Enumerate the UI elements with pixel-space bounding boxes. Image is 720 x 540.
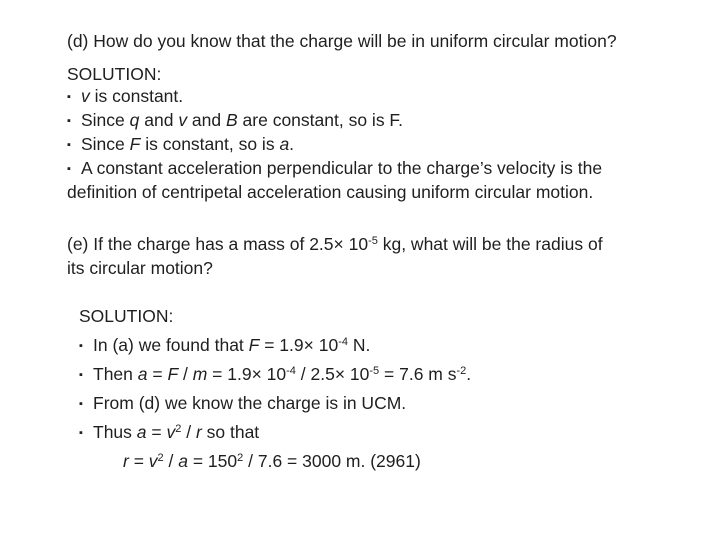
e3-text: From (d) we know the charge is in UCM. xyxy=(93,393,407,413)
var-v: v xyxy=(81,86,90,106)
var-a: a xyxy=(137,364,148,384)
e2-exp2: -5 xyxy=(369,365,380,377)
res-exp2: 2 xyxy=(237,452,244,464)
solution-e-bullet-2 xyxy=(79,366,471,384)
qe-pre: (e) If the charge has a mass of 2.5× 10 xyxy=(67,234,369,254)
bullet-icon: ▪ xyxy=(79,398,83,410)
solution-d-bullet-2 xyxy=(67,112,403,130)
e2-div: / xyxy=(178,364,193,384)
question-e-line-2: its circular motion? xyxy=(67,258,213,278)
var-v: v xyxy=(148,451,158,471)
res-post: / 7.6 = 3000 m. (2961) xyxy=(243,451,421,471)
var-v: v xyxy=(178,110,188,130)
solution-e-heading: SOLUTION: xyxy=(79,306,174,326)
res-exp: 2 xyxy=(157,452,164,464)
var-r: r xyxy=(195,422,202,442)
solution-e-bullet-4 xyxy=(79,424,259,442)
solution-e-bullet-3 xyxy=(79,395,406,413)
var-F: F xyxy=(248,335,260,355)
var-B: B xyxy=(226,110,238,130)
e1-post: N. xyxy=(347,335,371,355)
solution-d-bullet-4 xyxy=(67,160,602,178)
e4-pre: Thus xyxy=(93,422,137,442)
bullet-icon: ▪ xyxy=(79,340,83,352)
solution-d-bullet-1 xyxy=(67,88,183,106)
e4-post: so that xyxy=(201,422,260,442)
b2-pre: Since xyxy=(81,110,130,130)
var-a: a xyxy=(136,422,147,442)
question-d-text: (d) How do you know that the charge will be in uniform circular motion? xyxy=(67,31,617,51)
solution-e-bullet-1 xyxy=(79,337,370,355)
e4-eq: = xyxy=(146,422,167,442)
qe-post: kg, what will be the radius of xyxy=(377,234,603,254)
e2-eq2: = 1.9× 10 xyxy=(207,364,287,384)
qe-exp: -5 xyxy=(368,235,378,247)
e1-exp: -4 xyxy=(338,336,348,348)
var-m: m xyxy=(192,364,208,384)
solution-d-bullet-4-cont: definition of centripetal acceleration causing uniform circular motion. xyxy=(67,182,594,202)
question-d xyxy=(67,33,617,51)
b3-pre: Since xyxy=(81,134,130,154)
solution-d-bullet-3 xyxy=(67,136,294,154)
b3-mid: is constant, so is xyxy=(140,134,280,154)
var-q: q xyxy=(129,110,140,130)
solution-d-heading: SOLUTION: xyxy=(67,64,162,84)
question-e-line-1 xyxy=(67,236,603,254)
b2-rest: are constant, so is F. xyxy=(237,110,404,130)
bullet-icon: ▪ xyxy=(79,427,83,439)
res-eq: = xyxy=(128,451,149,471)
e2-pre: Then xyxy=(93,364,138,384)
b2-and: and xyxy=(139,110,179,130)
e2-eq3: = 7.6 m s xyxy=(379,364,457,384)
bullet-icon: ▪ xyxy=(67,163,71,175)
e2-end: . xyxy=(466,364,472,384)
bullet-icon: ▪ xyxy=(67,91,71,103)
e4-exp: 2 xyxy=(175,423,182,435)
var-a: a xyxy=(279,134,290,154)
e1-pre: In (a) we found that xyxy=(93,335,249,355)
e2-mid: / 2.5× 10 xyxy=(295,364,370,384)
e1-eq: = 1.9× 10 xyxy=(259,335,339,355)
e2-exp1: -4 xyxy=(286,365,296,377)
bullet-icon: ▪ xyxy=(67,115,71,127)
b3-end: . xyxy=(289,134,295,154)
solution-e-result xyxy=(123,453,421,471)
e2-eq1: = xyxy=(147,364,168,384)
bullet-icon: ▪ xyxy=(67,139,71,151)
res-eq2: = 150 xyxy=(187,451,238,471)
var-r: r xyxy=(123,451,129,471)
e2-exp3: -2 xyxy=(456,365,467,377)
b2-and2: and xyxy=(187,110,226,130)
bullet-icon: ▪ xyxy=(79,369,83,381)
var-F: F xyxy=(129,134,141,154)
e4-div: / xyxy=(181,422,196,442)
res-div: / xyxy=(163,451,179,471)
var-F: F xyxy=(167,364,179,384)
var-a: a xyxy=(178,451,188,471)
var-v: v xyxy=(166,422,176,442)
bullet-1-text: is constant. xyxy=(89,86,184,106)
b4-line1: A constant acceleration perpendicular to the charge’s velocity is the xyxy=(81,158,603,178)
